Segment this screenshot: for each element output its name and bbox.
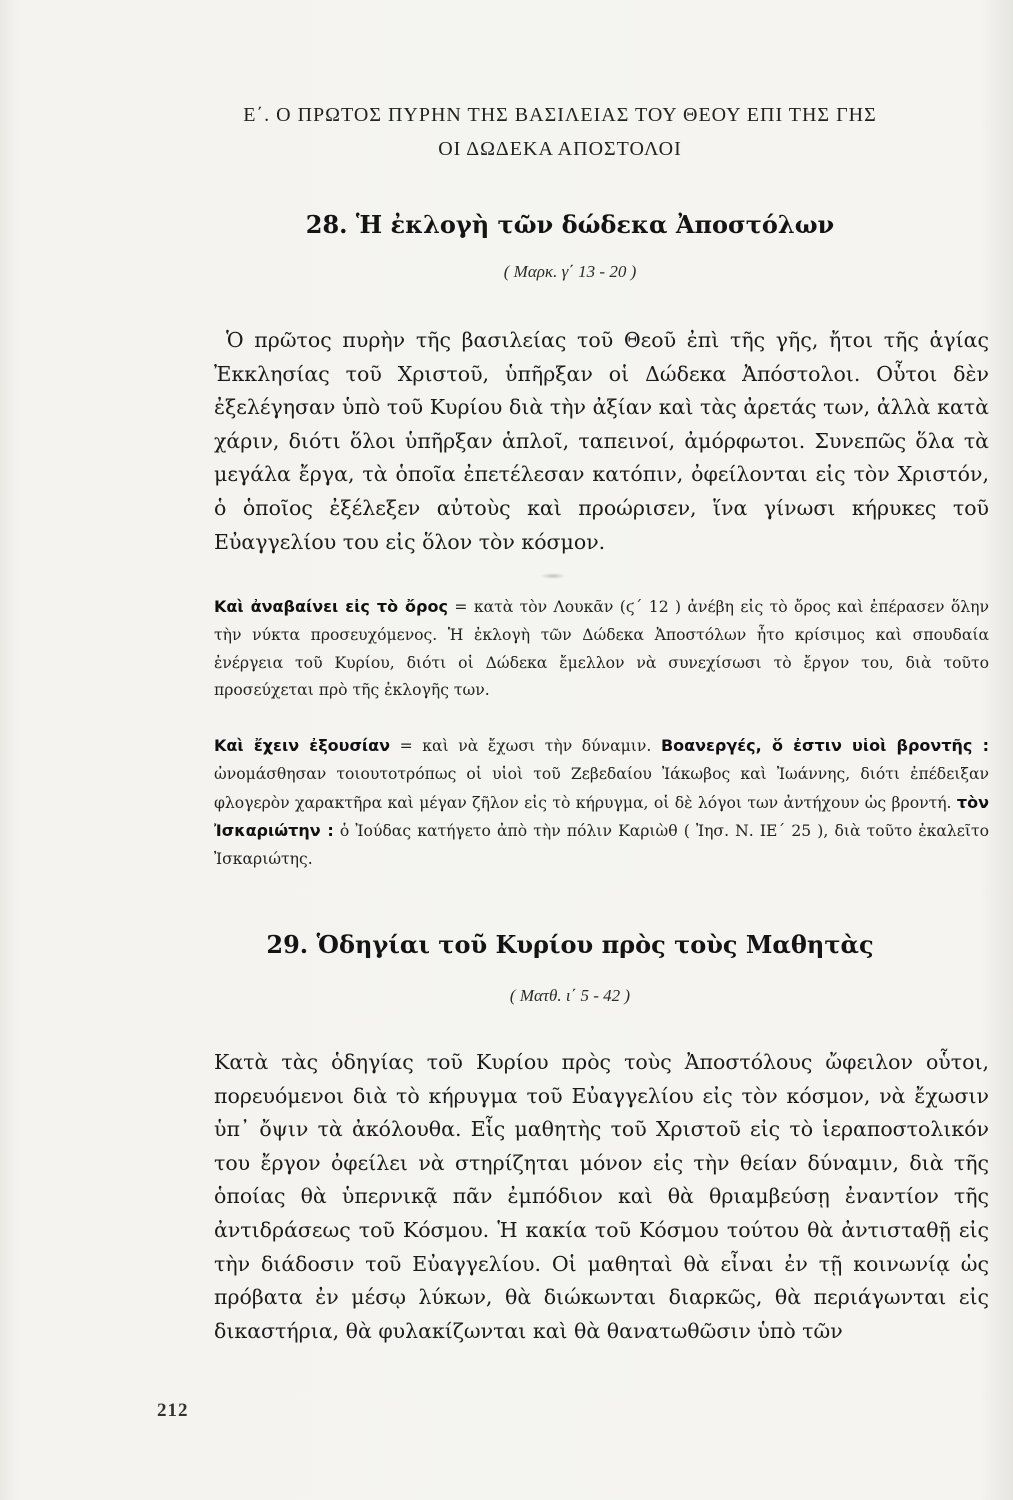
chapter-heading: Ε΄. Ο ΠΡΩΤΟΣ ΠΥΡΗΝ ΤΗΣ ΒΑΣΙΛΕΙΑΣ ΤΟΥ ΘΕΟΥ ΕΠΙ ΤΗΣ ΓΗΣ [243, 104, 877, 126]
note-text: = κατὰ τὸν Λουκᾶν (ϛ΄ 12 ) ἀνέβη εἰς τὸ ὄρος καὶ ἐπέρασεν ὅλην τὴν νύκτα προσευχόμενος. Ἡ ἐκλογὴ τῶν Δώδεκα Ἀποστόλων ἦτο κρίσιμος καὶ σπουδαία ἐνέργεια τοῦ Κυρίου, διότι οἱ Δώδεκα ἔμελλον νὰ συνεχίσωσι τὸ ἔργον του, διὰ τοῦτο προσεύχεται πρὸ τῆς ἐκλογῆς των. [214, 598, 989, 700]
note-term: Βοανεργές, ὅ ἐστιν υἱοὶ βροντῆς : [660, 736, 990, 755]
note-term: τὸν Ἰσκαριώτην : [214, 792, 989, 841]
note-term: Καὶ ἀναβαίνει εἰς τὸ ὄρος [214, 597, 448, 616]
section-28-title: 28. Ἡ ἐκλογὴ τῶν δώδεκα Ἀποστόλων [305, 210, 835, 239]
note-term: Καὶ ἔχειν ἐξουσίαν [214, 736, 391, 755]
section-29-title: 29. Ὁδηγίαι τοῦ Κυρίου πρὸς τοὺς Μαθητὰς [266, 930, 874, 959]
section-28-reference: ( Μαρκ. γ΄ 13 - 20 ) [503, 262, 637, 281]
chapter-subheading: ΟΙ ΔΩΔΕΚΑ ΑΠΟΣΤΟΛΟΙ [438, 138, 682, 160]
note-text: = καὶ νὰ ἔχωσι τὴν δύναμιν. [390, 737, 661, 755]
section-29-reference: ( Ματθ. ι΄ 5 - 42 ) [509, 986, 631, 1005]
section-29-paragraph: Κατὰ τὰς ὁδηγίας τοῦ Κυρίου πρὸς τοὺς Ἀποστόλους ὤφειλον οὗτοι, πορευόμενοι διὰ τὸ κήρυγμα τοῦ Εὐαγγελίου εἰς τὸν κόσμον, νὰ ἔχωσιν ὑπ᾿ ὄψιν τὰ ἀκόλουθα. Εἷς μαθητὴς τοῦ Χριστοῦ εἰς τὸ ἱεραποστολικόν του ἔργον ὀφείλει νὰ στηρίζηται μόνον εἰς τὴν θείαν δύναμιν, διὰ τῆς ὁποίας θὰ ὑπερνικᾷ πᾶν ἐμπόδιον καὶ θὰ θριαμβεύσῃ ἐναντίον τῆς ἀντιδράσεως τοῦ Κόσμου. Ἡ κακία τοῦ Κόσμου τούτου θὰ ἀντισταθῇ εἰς τὴν διάδοσιν τοῦ Εὐαγγελίου. Οἱ μαθηταὶ θὰ εἶναι ἐν τῇ κοινωνίᾳ ὡς πρόβατα ἐν μέσῳ λύκων, θὰ διώκωνται διαρκῶς, θὰ περιάγωνται εἰς δικαστήρια, θὰ φυλακίζωνται καὶ θὰ θανατωθῶσιν ὑπὸ τῶν [214, 1050, 989, 1343]
section-28-note-2 [214, 732, 989, 874]
section-28-paragraph: Ὁ πρῶτος πυρὴν τῆς βασιλείας τοῦ Θεοῦ ἐπὶ τῆς γῆς, ἤτοι τῆς ἁγίας Ἐκκλησίας τοῦ Χριστοῦ, ὑπῆρξαν οἱ Δώδεκα Ἀπόστολοι. Οὗτοι δὲν ἐξελέγησαν ὑπὸ τοῦ Κυρίου διὰ τὴν ἀξίαν καὶ τὰς ἀρετάς των, ἀλλὰ κατὰ χάριν, διότι ὅλοι ὑπῆρξαν ἁπλοῖ, ταπεινοί, ἀμόρφωτοι. Συνεπῶς ὅλα τὰ μεγάλα ἔργα, τὰ ὁποῖα ἐπετέλεσαν κατόπιν, ὀφείλονται εἰς τὸν Χριστόν, ὁ ὁποῖος ἐξέλεξεν αὐτοὺς καὶ προώρισεν, ἵνα γίνωσι κήρυκες τοῦ Εὐαγγελίου του εἰς ὅλον τὸν κόσμον. [214, 328, 989, 554]
ink-smudge [540, 573, 566, 579]
note-text: ὁ Ἰούδας κατήγετο ἀπὸ τὴν πόλιν Καριὼθ ( Ἰησ. Ν. ΙΕ΄ 25 ), διὰ τοῦτο ἐκαλεῖτο Ἰσκαριώτης. [214, 822, 989, 869]
page-number: 212 [157, 1400, 189, 1421]
note-text: ὠνομάσθησαν τοιουτοτρόπως οἱ υἱοὶ τοῦ Ζεβεδαίου Ἰάκωβος καὶ Ἰωάννης, διότι ἐπέδειξαν φλογερὸν χαρακτῆρα καὶ μέγαν ζῆλον εἰς τὸ κήρυγμα, οἱ δὲ λόγοι των ἀντήχουν ὡς βροντή. [214, 764, 989, 812]
section-28-note-1 [214, 593, 989, 705]
